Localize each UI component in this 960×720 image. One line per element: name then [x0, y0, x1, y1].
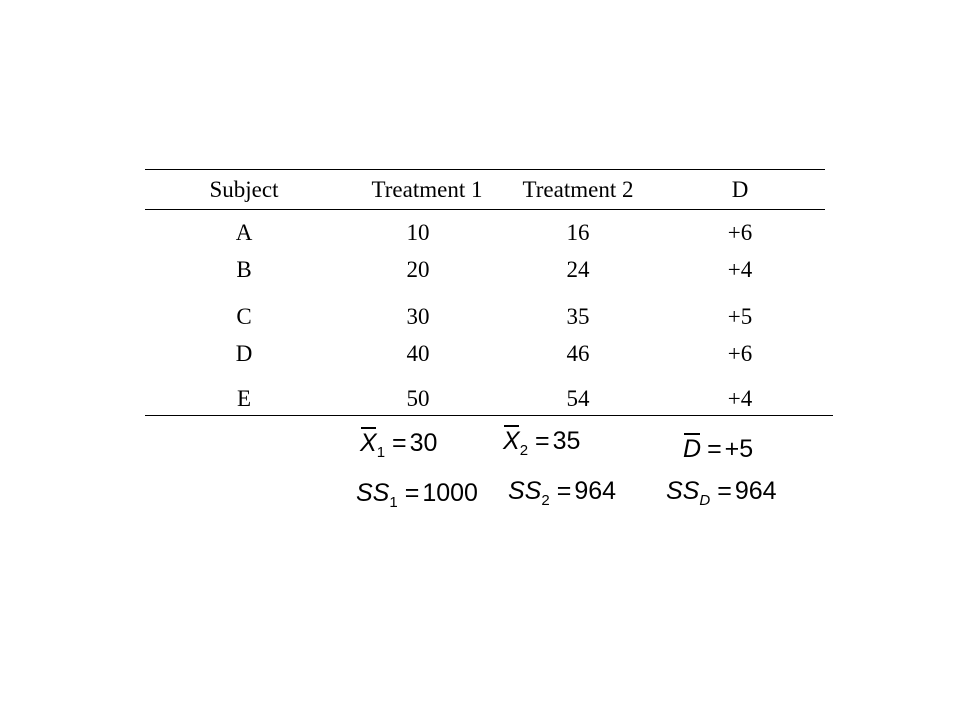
- mean-symbol: D: [683, 435, 702, 463]
- table-bottom-rule: [145, 415, 833, 416]
- ss-subscript: D: [699, 492, 711, 509]
- mean-subscript: 1: [376, 444, 386, 461]
- ss-treatment-1: [356, 478, 478, 518]
- mean-symbol: X: [360, 429, 377, 457]
- ss-value: 964: [734, 477, 777, 505]
- ss-symbol: SS: [356, 479, 390, 507]
- table-cell-difference: +6: [727, 341, 753, 366]
- table-cell-subject: A: [235, 220, 253, 245]
- table-cell-treatment-1: 30: [406, 304, 430, 329]
- table-cell-difference: +5: [727, 304, 753, 329]
- mean-treatment-1: [360, 428, 437, 468]
- equals-sign: =: [535, 427, 550, 455]
- table-cell-treatment-2: 35: [566, 304, 590, 329]
- mean-treatment-2: [503, 426, 580, 466]
- mean-symbol: X: [503, 427, 520, 455]
- ss-subscript: 1: [389, 494, 398, 511]
- table-header-rule: [145, 209, 825, 210]
- equals-sign: =: [707, 435, 722, 463]
- equals-sign: =: [392, 429, 407, 457]
- table-cell-treatment-1: 40: [406, 341, 430, 366]
- table-cell-treatment-2: 16: [566, 220, 590, 245]
- equals-sign: =: [404, 479, 420, 507]
- ss-difference: [666, 476, 777, 516]
- header-subject: Subject: [209, 177, 279, 202]
- ss-value: 964: [574, 477, 617, 505]
- mean-value: 35: [552, 427, 581, 455]
- ss-value: 1000: [422, 479, 478, 507]
- header-treatment-1: Treatment 1: [371, 177, 483, 202]
- table-cell-subject: E: [236, 386, 252, 411]
- table-cell-treatment-1: 20: [406, 257, 430, 282]
- ss-symbol: SS: [508, 477, 542, 505]
- mean-value: +5: [724, 435, 754, 463]
- header-treatment-2: Treatment 2: [522, 177, 634, 202]
- equals-sign: =: [717, 477, 732, 505]
- table-cell-difference: +4: [727, 257, 753, 282]
- ss-symbol: SS: [666, 477, 700, 505]
- table-cell-treatment-2: 54: [566, 386, 590, 411]
- table-cell-subject: B: [236, 257, 252, 282]
- mean-difference: [683, 434, 753, 464]
- table-cell-subject: D: [235, 341, 253, 366]
- ss-treatment-2: [508, 476, 616, 516]
- header-difference: D: [731, 177, 749, 202]
- mean-value: 30: [409, 429, 438, 457]
- table-cell-subject: C: [236, 304, 252, 329]
- ss-subscript: 2: [541, 492, 550, 509]
- equals-sign: =: [556, 477, 572, 505]
- table-cell-treatment-2: 24: [566, 257, 590, 282]
- table-cell-difference: +6: [727, 220, 753, 245]
- table-cell-treatment-1: 10: [406, 220, 430, 245]
- table-top-rule: [145, 169, 825, 170]
- mean-subscript: 2: [519, 442, 529, 459]
- table-cell-treatment-1: 50: [406, 386, 430, 411]
- table-cell-difference: +4: [727, 386, 753, 411]
- table-cell-treatment-2: 46: [566, 341, 590, 366]
